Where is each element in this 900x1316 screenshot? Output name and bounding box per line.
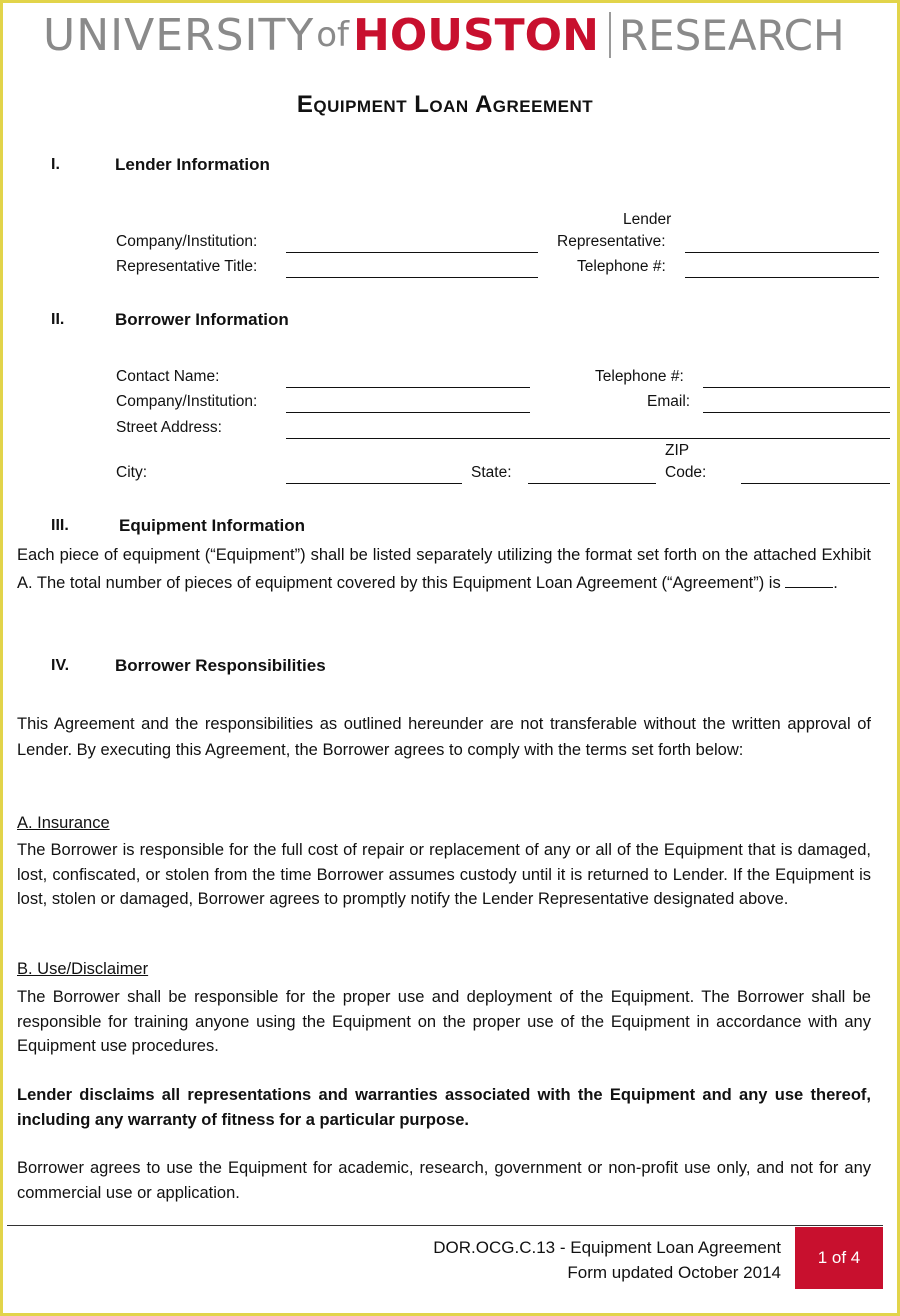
responsibilities-intro: This Agreement and the responsibilities as outlined hereunder are not transferable without the written approval of Lender. By executing this Agreement, the Borrower agrees to comply with the terms set forth below:	[17, 715, 871, 759]
borrower-telephone-label: Telephone #:	[595, 368, 684, 385]
lender-telephone-label: Telephone #:	[577, 258, 666, 275]
lender-rep-field[interactable]	[685, 252, 879, 253]
page-number-badge: 1 of 4	[795, 1227, 883, 1289]
borrower-zip-field[interactable]	[741, 483, 890, 484]
lender-rep-label-line1: Lender	[623, 211, 672, 228]
footer-updated: Form updated October 2014	[567, 1263, 781, 1282]
lender-rep-title-field[interactable]	[286, 277, 538, 278]
borrower-street-field[interactable]	[286, 438, 890, 439]
footer-form-id: DOR.OCG.C.13 - Equipment Loan Agreement	[433, 1238, 781, 1257]
borrower-city-label: City:	[116, 464, 147, 481]
borrower-telephone-field[interactable]	[703, 387, 890, 388]
borrower-company-field[interactable]	[286, 412, 530, 413]
logo-of-text: of	[316, 15, 350, 55]
lender-company-label: Company/Institution:	[116, 233, 258, 250]
lender-telephone-field[interactable]	[685, 277, 879, 278]
section-2-title: Borrower Information	[115, 310, 289, 329]
section-1-number: I.	[51, 156, 60, 173]
academic-use-paragraph: Borrower agrees to use the Equipment for academic, research, government or non-profit use only, and not for any commercial use or application.	[17, 1159, 871, 1202]
disclaimer-paragraph: Lender disclaims all representations and warranties associated with the Equipment and any use thereof, including any warranty of fitness for a particular purpose.	[17, 1086, 871, 1129]
section-2-number: II.	[51, 311, 65, 328]
borrower-zip-label-line2: Code:	[665, 464, 707, 481]
equipment-paragraph	[17, 541, 871, 597]
lender-company-field[interactable]	[286, 252, 538, 253]
use-paragraph: The Borrower shall be responsible for the proper use and deployment of the Equipment. The Borrower shall be responsible for training anyone using the Equipment on the proper use of the Equipment in accordance with any Equipment use procedures.	[17, 988, 871, 1055]
borrower-contact-field[interactable]	[286, 387, 530, 388]
insurance-heading: A. Insurance	[17, 814, 110, 832]
footer-text	[433, 1235, 781, 1285]
borrower-email-label: Email:	[647, 393, 691, 410]
borrower-zip-label-line1: ZIP	[665, 442, 690, 459]
lender-rep-label-line2: Representative:	[557, 233, 666, 250]
section-3-title: Equipment Information	[119, 516, 306, 535]
borrower-state-label: State:	[471, 464, 512, 481]
logo-university-text: UNIVERSITY	[43, 9, 315, 61]
borrower-state-field[interactable]	[528, 483, 656, 484]
section-1-title: Lender Information	[115, 155, 270, 174]
logo-research-text: RESEARCH	[618, 10, 845, 60]
university-logo	[43, 9, 845, 61]
insurance-paragraph: The Borrower is responsible for the full cost of repair or replacement of any or all of the Equipment that is damaged, lost, confiscated, or stolen from the time Borrower assumes custody until it is returned to Lender. If the Equipment is lost, stolen or damaged, Borrower agrees to promptly notify the Lender Representative designated above.	[17, 841, 871, 908]
use-disclaimer-heading: B. Use/Disclaimer	[17, 960, 149, 978]
equipment-paragraph-text: Each piece of equipment (“Equipment”) shall be listed separately utilizing the format set forth on the attached Exhibit A. The total number of pieces of equipment covered by this Equipment Loan Agreement (“Agreement”) is	[17, 546, 871, 592]
section-3-number: III.	[51, 517, 69, 534]
logo-houston-text: HOUSTON	[353, 9, 599, 61]
section-4-title: Borrower Responsibilities	[115, 656, 326, 675]
equipment-paragraph-end: .	[833, 574, 838, 592]
document-title: Equipment Loan Agreement	[296, 91, 594, 118]
borrower-email-field[interactable]	[703, 412, 890, 413]
lender-rep-title-label: Representative Title:	[116, 258, 258, 275]
section-4-number: IV.	[51, 657, 70, 674]
equipment-count-field[interactable]	[785, 572, 833, 588]
logo-divider	[609, 12, 611, 58]
borrower-street-label: Street Address:	[116, 419, 222, 436]
borrower-contact-label: Contact Name:	[116, 368, 220, 385]
borrower-company-label: Company/Institution:	[116, 393, 258, 410]
borrower-city-field[interactable]	[286, 483, 462, 484]
footer-divider	[7, 1225, 883, 1226]
